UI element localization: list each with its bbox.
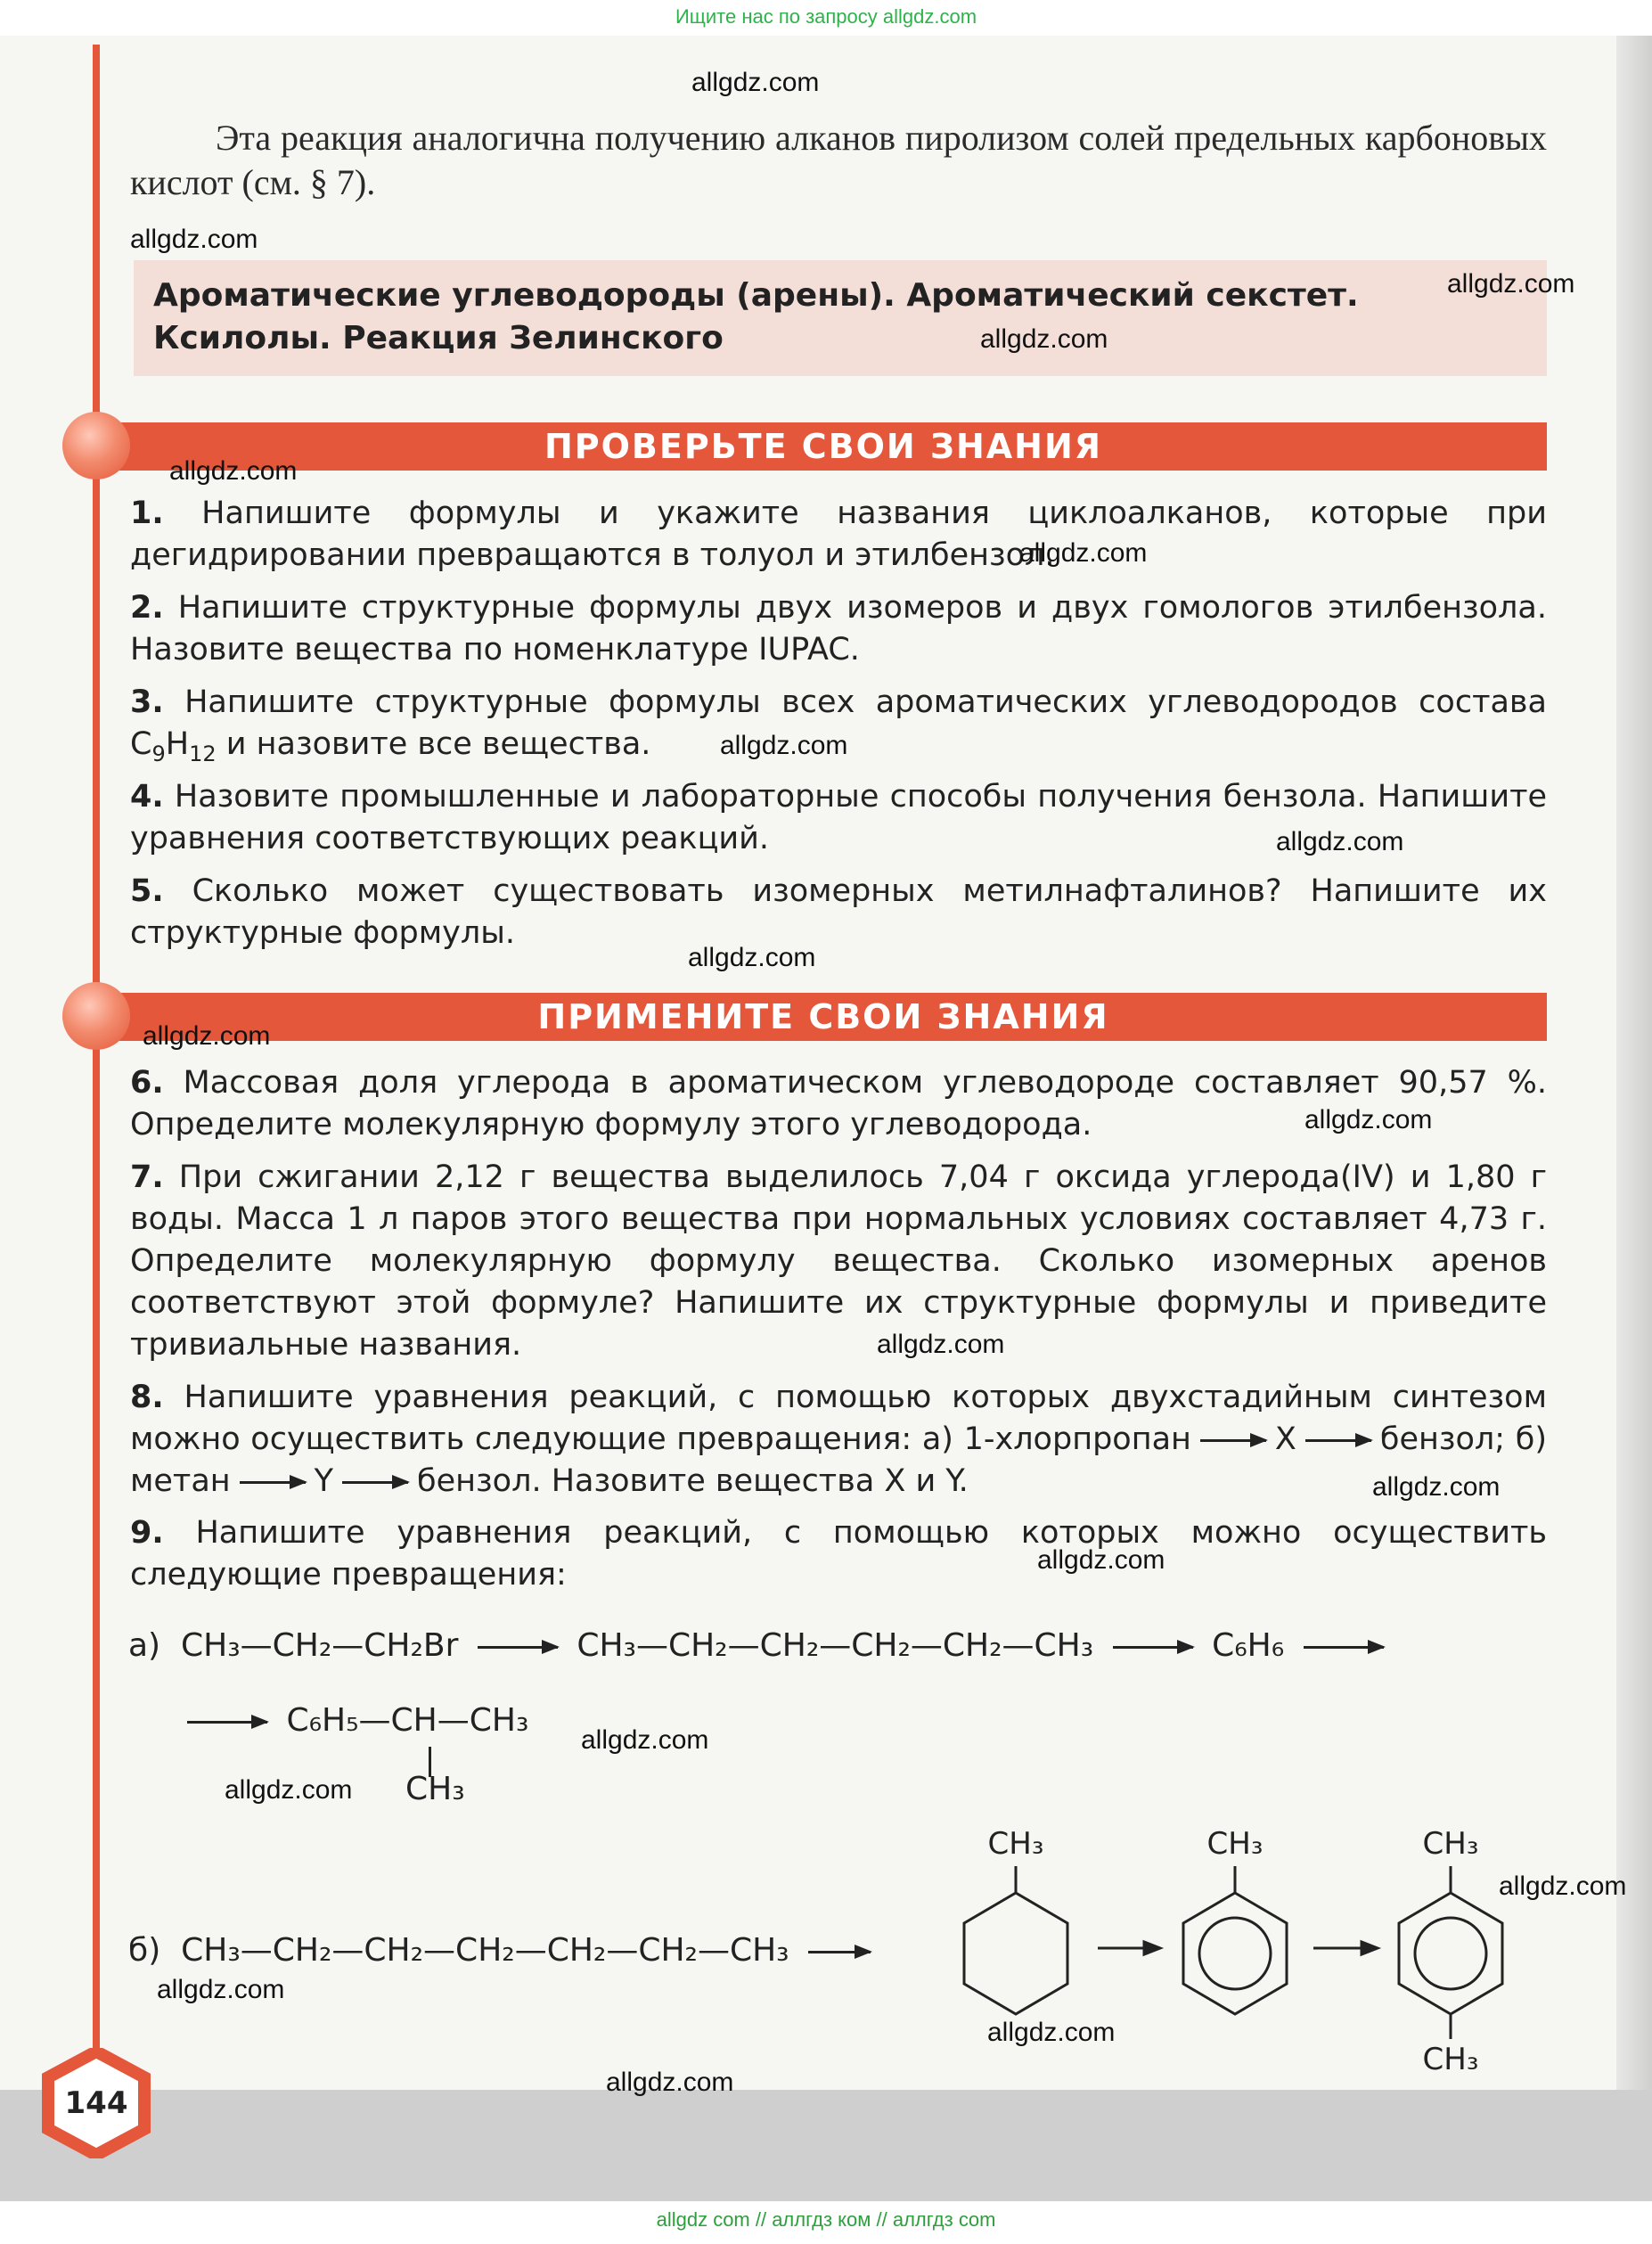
question-text: Напишите формулы и укажите названия циклоалканов, которые при дегидрировании превращаются в толуол и этилбензол. bbox=[130, 495, 1547, 573]
arrow-icon bbox=[808, 1951, 871, 1953]
arrow-icon bbox=[1098, 1942, 1160, 1954]
arrow-icon bbox=[1200, 1439, 1266, 1442]
footer-banner[interactable]: allgdz com // аллгдз ком // аллгдз com bbox=[656, 2208, 996, 2231]
watermark: allgdz.com bbox=[980, 324, 1108, 354]
question-number: 8. bbox=[130, 1380, 164, 1415]
scheme-a-label: а) bbox=[128, 1627, 161, 1664]
watermark: allgdz.com bbox=[1499, 1871, 1627, 1901]
section-marker-apply bbox=[62, 982, 130, 1050]
question-8 bbox=[130, 1377, 1547, 1503]
toluene-ring bbox=[1183, 1866, 1287, 2014]
arrow-icon bbox=[240, 1481, 306, 1484]
page-number-badge bbox=[41, 2048, 151, 2158]
watermark: allgdz.com bbox=[169, 456, 298, 486]
question-text: При сжигании 2,12 г вещества выделилось 7,04 г оксида углерода(IV) и 1,80 г воды. Масса 1 л паров этого вещества при нормальных условиях составляет 4,73 г. Определите молекулярную формулу вещества. Сколько изомерных аренов соответствуют этой формуле? Напишите их структурные формулы и приведите тривиальные названия. bbox=[130, 1159, 1547, 1363]
question-number: 1. bbox=[130, 495, 164, 531]
keywords-box bbox=[134, 260, 1547, 376]
question-number: 5. bbox=[130, 873, 164, 909]
arrow-icon bbox=[478, 1646, 558, 1649]
scheme-a-benzene: C₆H₆ bbox=[1212, 1627, 1285, 1664]
ring3-bottom-substituent: CH₃ bbox=[1422, 2042, 1479, 2077]
arrow-icon bbox=[1113, 1646, 1193, 1649]
intro-paragraph bbox=[130, 116, 1547, 205]
question-text: Массовая доля углерода в ароматическом углеводороде составляет 90,57 %. Определите молекулярную формулу этого углеводорода. bbox=[130, 1065, 1547, 1142]
question-text: бензол. Назовите вещества X и Y. bbox=[417, 1463, 969, 1499]
margin-line bbox=[93, 45, 100, 2085]
scheme-a-line2 bbox=[178, 1702, 528, 1739]
search-banner[interactable]: Ищите нас по запросу allgdz.com bbox=[675, 5, 977, 28]
ring-scheme bbox=[945, 1814, 1568, 2091]
question-2 bbox=[130, 587, 1547, 671]
section-marker-check bbox=[62, 412, 130, 479]
question-number: 2. bbox=[130, 590, 164, 626]
watermark: allgdz.com bbox=[720, 731, 848, 760]
question-text: Сколько может существовать изомерных метилнафталинов? Напишите их структурные формулы. bbox=[130, 873, 1547, 951]
scheme-a-line1 bbox=[128, 1627, 1393, 1664]
scheme-a-product: C₆H₅—CH—CH₃ bbox=[286, 1702, 529, 1739]
watermark: allgdz.com bbox=[987, 2018, 1116, 2047]
scheme-b-start: CH₃—CH₂—CH₂—CH₂—CH₂—CH₂—CH₃ bbox=[181, 1932, 789, 1969]
page-bottom-band bbox=[0, 2090, 1652, 2201]
formula-c9h12: $C_9H_{12}$ bbox=[130, 726, 217, 766]
question-text: Напишите уравнения реакций, с помощью которых можно осуществить следующие превращения: bbox=[130, 1515, 1547, 1593]
watermark: allgdz.com bbox=[688, 943, 816, 972]
page-number: 144 bbox=[64, 2085, 128, 2121]
scheme-a-hexane: CH₃—CH₂—CH₂—CH₂—CH₂—CH₃ bbox=[577, 1627, 1094, 1664]
arrow-icon bbox=[1305, 1439, 1371, 1442]
question-text: Назовите промышленные и лабораторные способы получения бензола. Напишите уравнения соответствующих реакций. bbox=[130, 779, 1547, 856]
section-band-apply bbox=[100, 993, 1547, 1041]
watermark: allgdz.com bbox=[691, 68, 820, 97]
section-title-check: ПРОВЕРЬТЕ СВОИ ЗНАНИЯ bbox=[544, 427, 1103, 466]
question-1 bbox=[130, 493, 1547, 577]
question-text: Напишите структурные формулы всех ароматических углеводородов состава bbox=[184, 684, 1547, 720]
question-text: и назовите все вещества. bbox=[225, 726, 651, 762]
watermark: allgdz.com bbox=[1447, 269, 1575, 299]
watermark: allgdz.com bbox=[130, 225, 258, 254]
question-number: 9. bbox=[130, 1515, 164, 1551]
watermark: allgdz.com bbox=[581, 1725, 709, 1755]
watermark: allgdz.com bbox=[1019, 538, 1148, 568]
question-7 bbox=[130, 1157, 1547, 1366]
keywords-text: Ароматические углеводороды (арены). Ароматический секстет. Ксилолы. Реакция Зелинского bbox=[153, 277, 1359, 356]
question-5 bbox=[130, 871, 1547, 954]
scheme-b-label: б) bbox=[128, 1932, 161, 1969]
arrow-icon bbox=[1304, 1646, 1384, 1649]
question-text: Напишите структурные формулы двух изомеров и двух гомологов этилбензола. Назовите вещества по номенклатуре IUPAC. bbox=[130, 590, 1547, 667]
question-number: 3. bbox=[130, 684, 164, 720]
watermark: allgdz.com bbox=[1276, 827, 1404, 856]
question-number: 4. bbox=[130, 779, 164, 815]
question-number: 6. bbox=[130, 1065, 164, 1101]
intro-text: Эта реакция аналогична получению алканов пиролизом солей предельных карбоновых кислот (см. § 7). bbox=[130, 118, 1547, 202]
question-text: Напишите уравнения реакций, с помощью которых двухстадийным синтезом можно осуществить следующие превращения: а) 1-хлорпропан bbox=[130, 1380, 1547, 1457]
ring2-substituent: CH₃ bbox=[1206, 1826, 1264, 1862]
arrow-icon bbox=[1313, 1942, 1378, 1954]
section-band-check bbox=[100, 422, 1547, 471]
arrow-icon bbox=[187, 1721, 267, 1724]
scheme-a-branch: CH₃ bbox=[405, 1771, 465, 1807]
p-xylene-ring bbox=[1399, 1866, 1502, 2039]
scheme-a-start: CH₃—CH₂—CH₂Br bbox=[181, 1627, 459, 1664]
watermark: allgdz.com bbox=[1372, 1472, 1501, 1502]
watermark: allgdz.com bbox=[606, 2068, 734, 2097]
watermark: allgdz.com bbox=[877, 1330, 1005, 1359]
watermark: allgdz.com bbox=[1037, 1545, 1165, 1575]
substance-x: X bbox=[1274, 1421, 1296, 1457]
question-number: 7. bbox=[130, 1159, 164, 1195]
question-9 bbox=[130, 1512, 1547, 1596]
watermark: allgdz.com bbox=[143, 1021, 271, 1051]
section-title-apply: ПРИМЕНИТЕ СВОИ ЗНАНИЯ bbox=[537, 997, 1109, 1036]
methylcyclohexane-ring bbox=[964, 1866, 1067, 2014]
watermark: allgdz.com bbox=[157, 1975, 285, 2004]
watermark: allgdz.com bbox=[1304, 1105, 1433, 1134]
question-text: бензол; б) метан bbox=[130, 1421, 1547, 1499]
substance-y: Y bbox=[314, 1463, 334, 1499]
scheme-b-line bbox=[128, 1932, 879, 1969]
arrow-icon bbox=[342, 1481, 408, 1484]
ring1-substituent: CH₃ bbox=[987, 1826, 1044, 1862]
watermark: allgdz.com bbox=[225, 1775, 353, 1805]
ring3-top-substituent: CH₃ bbox=[1422, 1826, 1479, 1862]
